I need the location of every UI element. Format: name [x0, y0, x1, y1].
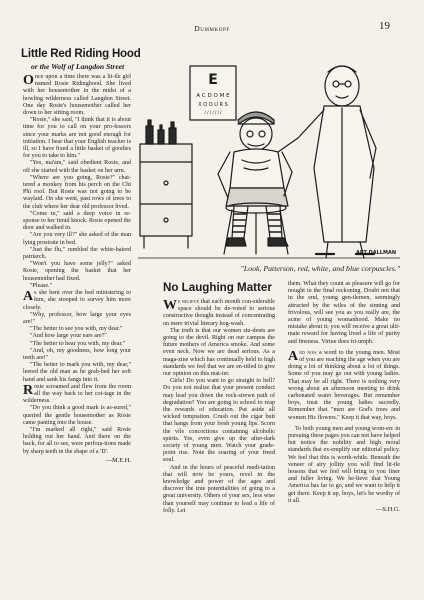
bottle: [158, 130, 164, 144]
article-lead-paragraph: We believe that each month con-siderable space should be de-voted to serious constructive thought instead of concentrating on mere trivial literary hog-wash.: [163, 298, 275, 327]
story-paragraph: "Just the flu," rumbled the white-haired patriarch.: [23, 246, 131, 261]
story-paragraph: "Do you think a good mark is as-sured," queried the gentle housemother as Rosie came panting into the house.: [23, 405, 131, 426]
story-paragraph: "I'm marked all right," said Rosie holding out her hand. And there on the back, for all to see, were perfora-tions made by sharp teeth in the shape of a 'D'.: [23, 426, 131, 455]
eye-chart-row: X Q O U R S: [198, 102, 228, 108]
eye-chart-row: E: [208, 72, 218, 88]
story-paragraph: "Come in," said a deep voice in re-sponse to her timid knock. Rosie opened the door and walked in.: [23, 210, 131, 232]
dropcap: O: [23, 73, 34, 88]
page-number: 19: [379, 20, 390, 32]
running-head: Dummkopf: [194, 24, 230, 33]
article-body-middle: [163, 299, 275, 515]
eye-chart-row: A C D O M E: [196, 93, 230, 99]
story-signature: —M.E.H.: [105, 456, 131, 464]
story-paragraph: "Yes, ma'am," said obedient Rosie, and off she started with the basket on her arm.: [23, 160, 131, 174]
article-body-right: [288, 281, 400, 513]
article-paragraph: Girls! Do you want to go straight to hell? Do you not realize that your present conduct may lead you down the rock-strewn path of degradation? You are going to school to reap the rewards of education. Put aside all wicked temptation. Crush out the cigar butt that hangs from your fresh young lips. Scorn the vile concoctions containing alcoholic spirits. Yes, even give up the after-dark society of young men. Watch your grade-point rise. Note the soaring of your freed soul.: [163, 378, 275, 464]
story-paragraph: "The better to mark you with, my dear," leered the old man as he grab-bed her soft hand and sank his fangs into it.: [23, 362, 131, 383]
story-paragraph: As she bent over the bed ministering to him, she stooped to survey him more closely.: [23, 289, 131, 311]
dropcap: A: [23, 289, 34, 305]
story-body: [23, 74, 131, 464]
artist-signature: ART DALLMAN: [355, 250, 397, 256]
article-paragraph: The truth is that our women stu-dents are going to the devil. Right on our campus the future mothers of America smoke. And some even neck. Now we are dead serious. As a maga-zine which has continually held to high standards we feel that we are en-titled to give our opinion on this mat-ter.: [163, 327, 275, 378]
story-paragraph: Rosie screamed and flew from the room all the way back to her cot-tage in the wilderness.: [23, 382, 131, 405]
cartoon-drawing: [138, 48, 400, 264]
article-paragraph: And now a word to the young men. Most of you are reaching the age when you are doing a lot of thinking about a lot of things. Some of you may go out with young ladies. That may be all right. There is nothing very wrong about an afternoon meeting to drink carbonated water beverages. But remember boys, treat the young ladies sacredly. Remember that "men are God's trees and women His flowers." Keep it that way, boys.: [288, 348, 400, 421]
story-paragraph: "Are you very ill?" she asked of the man lying prostrate in bed.: [23, 232, 131, 246]
dropcap: W: [163, 298, 177, 313]
story-paragraph: "And how large your ears are?": [30, 333, 107, 340]
story-paragraph: "Where are you going, Rosie?" chat-tered a monkey from his perch on the Chi Phi roof. But Rosie was not going to be waylaid. On she went, past rows of trees to the club where her dear old professor lived.: [23, 174, 131, 210]
story-paragraph: "And, oh, my goodness, how long your teeth are!": [23, 347, 131, 361]
article-title: No Laughing Matter: [163, 281, 272, 294]
eye-chart-row: / / / / / / /: [204, 110, 222, 115]
story-paragraph: "Why, professor, how large your eyes are!": [23, 311, 131, 325]
bottle: [169, 128, 176, 144]
left-story-column: [21, 48, 141, 464]
bottle: [146, 126, 153, 144]
story-title: Little Red Riding Hood: [21, 48, 141, 60]
article-column-middle: [163, 281, 275, 515]
cartoon-illustration: [138, 48, 400, 270]
article-paragraph: And in the hours of peaceful medi-tation that will now be yours, revel in the knowledge and power of the ages and discover the true potentialities of going to a great university. Others of your sex, less wise than yourself may continue to lead a life of folly. Let: [163, 464, 275, 514]
article-paragraph: them. What they count as pleasure will go for nought in the final reckoning. Doubt not that in the end, young gen-tlemen, seemingly attracted by the wiles of the sinning and frivolous, will see you as you really are, the acme of young womanhood. Make no mistake about it; you will receive a great ulti-mate reward for having lived a life of purity and fineness. Virtue does tri-umph.: [288, 281, 400, 345]
article-paragraph: To both young men and young wom-en: in pursuing these pages you can not have helped but notice the nobility and high moral standards that ex-emplify our editorial policy. We feel that this is worth-while. Beneath the veneer of airy jollity you will find lit-tle lessons that we feel will bring to you finer and fuller living. We be-lieve that Young America has far to go, and we want to help it get there. Keep it up, boys, let's be worthy of it all.: [288, 425, 400, 504]
story-subtitle: or the Wolf of Langdon Street: [31, 62, 125, 71]
dropcap: A: [288, 348, 299, 364]
dropcap: R: [23, 382, 34, 398]
story-paragraph: "The better to hear you with, my dear.": [30, 340, 126, 347]
article-column-right: [288, 281, 400, 513]
story-paragraph: "Won't you have some jelly?" asked Rosie, opening the basket that her housemother had fixed.: [23, 261, 131, 282]
cartoon-caption: "Look, Patterson, red, white, and blue corpuscles.": [240, 264, 400, 273]
doctor-figure: [278, 66, 376, 258]
story-lead-paragraph: Once upon a time there was a lit-tle girl named Rosie Ridinghood. She lived with her housemother in the midst of a howling wilderness called Langdon Street. One day Rosie's housemother called her down to her sitting room.: [23, 73, 131, 117]
story-paragraph: "Please.": [30, 282, 53, 289]
story-paragraph: "The better to see you with, my dear.": [30, 326, 123, 333]
story-paragraph: "Rosie," she said, "I think that it is about time for you to call on your pro-fessors since your marks are not good enough for initiation. I hear that your English teacher is ill, so I have fixed a little basket of goodies for you to take to him.": [23, 117, 131, 160]
article-signature: —S.H.G.: [376, 506, 400, 514]
